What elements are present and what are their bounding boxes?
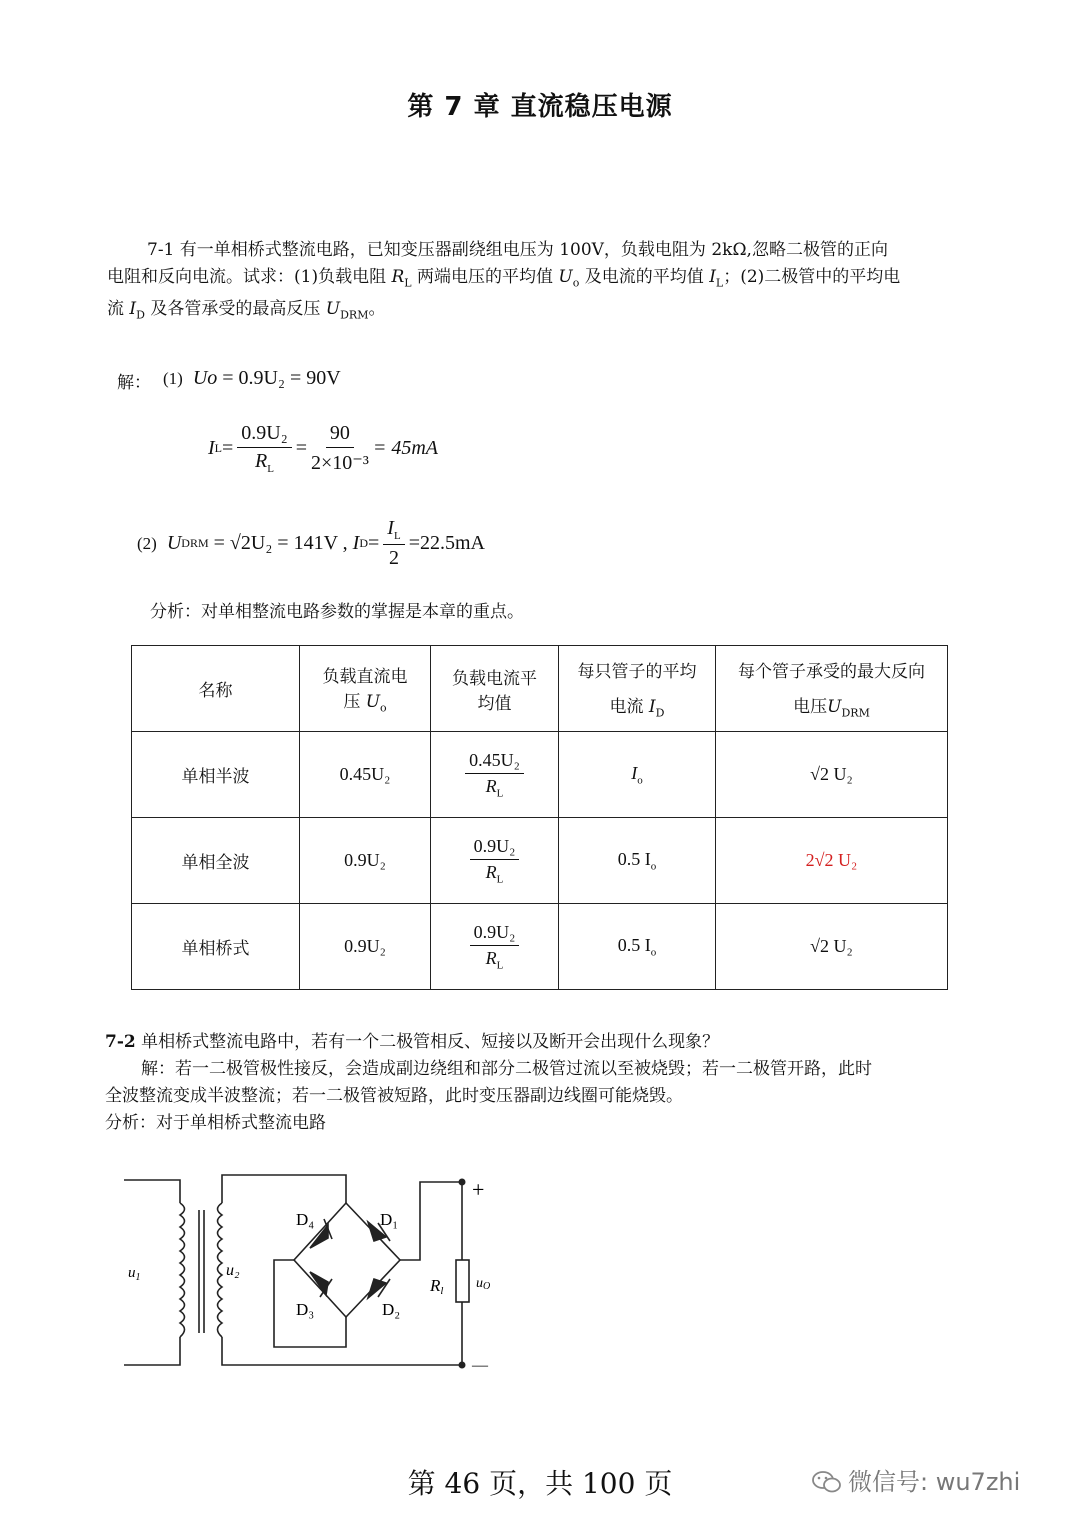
label-u1: $u_1$: [128, 1265, 141, 1283]
answer-line2: 全波整流变成半波整流；若一二极管被短路，此时变压器副边线圈可能烧毁。: [105, 1086, 683, 1106]
header-uo: 负载直流电 压 $U_o$: [300, 646, 431, 732]
header-il: 负载电流平 均值: [431, 646, 559, 732]
label-d1: D₁: [380, 1210, 399, 1229]
problem-text-line2d: ；(2)二极管中的平均电: [723, 267, 901, 287]
table-row: 单相半波 0.45U₂ $\frac{\text{0.45U₂}}{R_L}$ $I_o$ √2 U₂: [132, 732, 948, 818]
diode-d3-symbol: [310, 1272, 328, 1295]
problem-text-line3a: 流: [107, 299, 130, 320]
problem-7-2-question: 单相桥式整流电路中，若有一个二极管相反、短接以及断开会出现什么现象？: [141, 1032, 720, 1052]
label-d3: D₃: [296, 1300, 315, 1319]
problem-number: 7-1: [147, 240, 175, 260]
label-rl: Rl: [430, 1276, 444, 1297]
solution-label: 解：: [117, 373, 151, 393]
label-minus: —: [472, 1357, 488, 1374]
label-u2: u₂: [226, 1262, 240, 1279]
label-d4: D₄: [296, 1210, 315, 1229]
problem-7-1: 7-1 有一单相桥式整流电路，已知变压器副绕组电压为 100V，负载电阻为 2kΩ,忽略二极管的正向 电阻和反向电流。试求：(1)负载电阻 $R_L$ 两端电压的平均值 $U_o$ 及电流的平均值 $I_L$；(2)二极管中的平均电 流 $I_D$ 及各管承受的最高反压 $U_{DRM}$。: [107, 240, 901, 322]
table-row: 单相全波 0.9U₂ $\frac{\text{0.9U₂}}{R_L}$ 0.5 $I_o$ 2√2 U₂: [132, 818, 948, 904]
wechat-watermark: 微信号: wu7zhi: [812, 1462, 1020, 1497]
table-header-row: [132, 646, 948, 732]
equation-udrm: (2) U DRM = √2U₂ = 141V , I D = $\frac{I_L}{2}$ =22.5mA: [137, 517, 485, 569]
analysis-7-1: 分析：对单相整流电路参数的掌握是本章的重点。: [150, 602, 524, 622]
equation-il: I L = $\frac{\text{0.9U₂}}{R_L}$ = $\frac{90}{\text{2×10⁻³}}$ = 45mA: [208, 422, 438, 475]
bridge-rectifier-circuit: [110, 1165, 510, 1395]
header-id: 每只管子的平均 电流 $I_D$: [559, 646, 716, 732]
problem-text-line1: 有一单相桥式整流电路，已知变压器副绕组电压为 100V，负载电阻为 2kΩ,忽略二极管的正向: [179, 240, 888, 260]
analysis-7-2: 分析：对于单相桥式整流电路: [105, 1113, 326, 1133]
equation-uo: (1) Uo = 0.9U₂ = 90V: [163, 367, 341, 389]
answer-line1: 解：若一二极管极性接反，会造成副边绕组和部分二极管过流以至被烧毁；若一二极管开路，此时: [141, 1059, 872, 1079]
wechat-icon: [812, 1470, 842, 1494]
problem-text-line2c: 及电流的平均值: [579, 267, 710, 287]
header-name: 名称: [132, 646, 300, 732]
problem-text-line2b: 两端电压的平均值: [411, 267, 559, 287]
problem-text-line3b: 及各管承受的最高反压: [144, 299, 326, 320]
page-title: 第 7 章 直流稳压电源: [407, 92, 673, 122]
problem-7-2: [105, 1029, 985, 1137]
label-plus: +: [472, 1177, 485, 1202]
problem-number: 7-2: [105, 1032, 136, 1052]
table-row: 单相桥式 0.9U₂ $\frac{\text{0.9U₂}}{R_L}$ 0.5 $I_o$ √2 U₂: [132, 904, 948, 990]
rectifier-table: [131, 645, 948, 990]
page-footer: 第 46 页，共 100 页: [407, 1467, 673, 1500]
label-uo: uO: [476, 1276, 491, 1292]
label-d2: D₂: [382, 1300, 401, 1319]
problem-text-line2a: 电阻和反向电流。试求：(1)负载电阻: [107, 267, 392, 287]
header-udrm: 每个管子承受的最大反向 电压$U_{DRM}$: [716, 646, 948, 732]
